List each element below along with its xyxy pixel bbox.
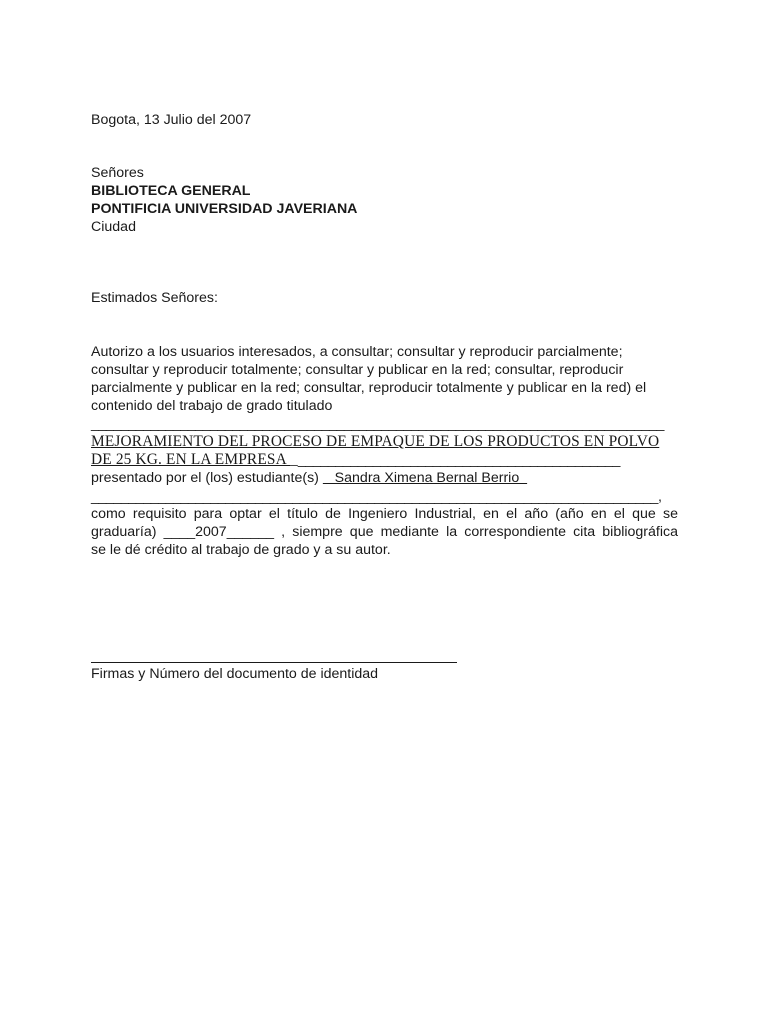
- recipient-city: Ciudad: [91, 219, 136, 235]
- requirement-line-2-a: graduaría) ____: [91, 524, 196, 540]
- student-prefix: presentado por el (los) estudiante(s): [91, 470, 323, 486]
- thesis-title-blank: ___________________________________________: [297, 452, 620, 468]
- salutation-to: Señores: [91, 165, 144, 181]
- requirement-line-1: como requisito para optar el título de Ingeniero Industrial, en el año (año en el que se: [91, 506, 678, 522]
- thesis-title-line-2-tail: _: [290, 451, 298, 468]
- body-line-4: contenido del trabajo de grado titulado: [91, 398, 333, 414]
- signature-line: [91, 662, 457, 663]
- graduation-year: 2007: [195, 524, 227, 540]
- body-line-3: parcialmente y publicar en la red; consultar, reproducir totalmente y publicar en la red) el: [91, 380, 647, 396]
- thesis-title-line-2-text: DE 25 KG. EN LA EMPRESA: [91, 451, 290, 468]
- blank-line-2: ____________________________________________________________________________,: [91, 489, 662, 505]
- greeting: Estimados Señores:: [91, 290, 218, 306]
- date-line: Bogota, 13 Julio del 2007: [91, 112, 252, 128]
- recipient-line-2: PONTIFICIA UNIVERSIDAD JAVERIANA: [91, 201, 358, 217]
- blank-line-1: _____________________________________________________________________________: [91, 416, 664, 432]
- requirement-line-2-b: ______ , siempre que mediante la correspondiente cita bibliográfica: [226, 524, 678, 540]
- recipient-line-1: BIBLIOTECA GENERAL: [91, 183, 251, 199]
- student-name: Sandra Ximena Bernal Berrio: [322, 470, 528, 486]
- signature-caption: Firmas y Número del documento de identidad: [91, 666, 379, 682]
- body-line-1: Autorizo a los usuarios interesados, a consultar; consultar y reproducir parcialmente;: [91, 344, 623, 360]
- student-line: [91, 469, 527, 487]
- body-line-2: consultar y reproducir totalmente; consultar y publicar en la red; consultar, reproducir: [91, 362, 624, 378]
- requirement-line-3: se le dé crédito al trabajo de grado y a su autor.: [91, 542, 391, 558]
- requirement-line-2: [91, 523, 678, 541]
- thesis-title-line-1: MEJORAMIENTO DEL PROCESO DE EMPAQUE DE LOS PRODUCTOS EN POLVO: [91, 433, 660, 450]
- thesis-title-line-2: [91, 451, 620, 469]
